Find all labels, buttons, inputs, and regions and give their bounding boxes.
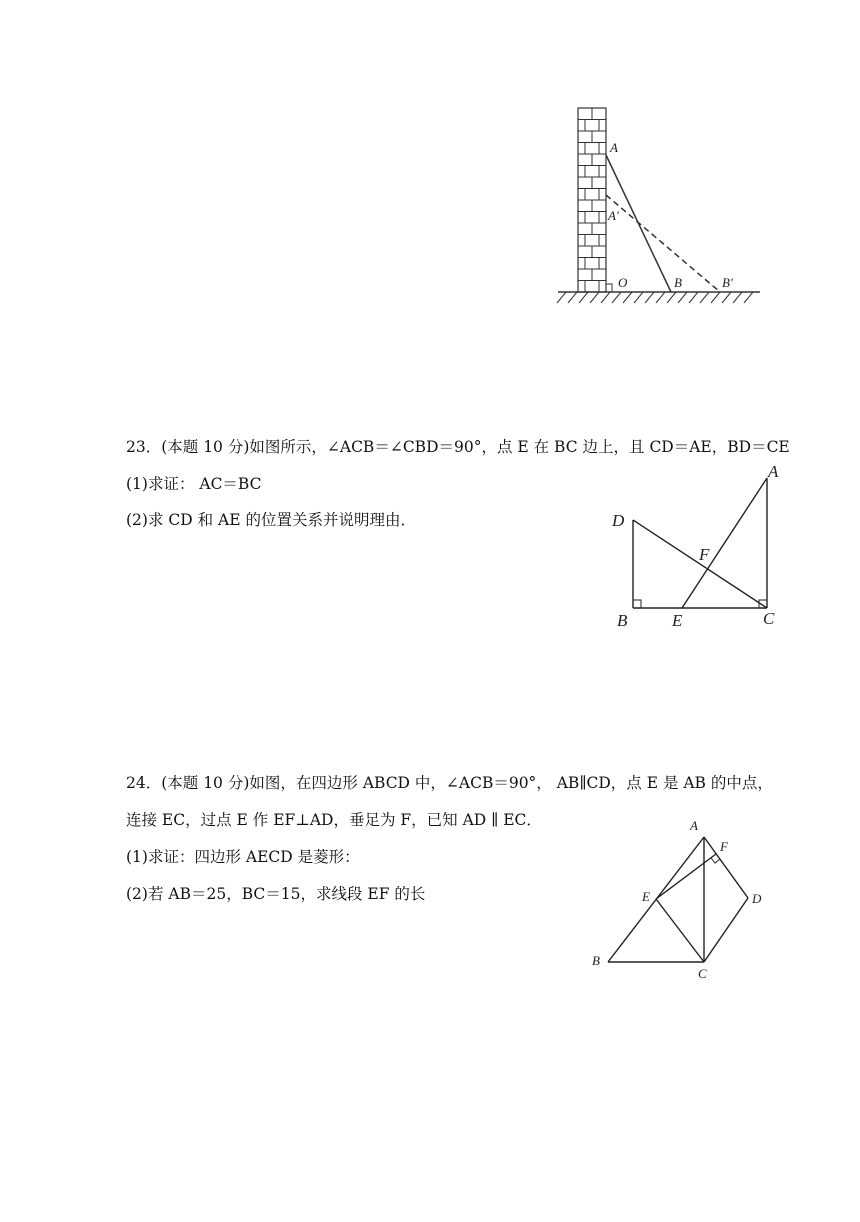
label-d: D [612,511,625,530]
segment-dc [633,520,767,608]
label-c: C [763,609,775,628]
right-angle-b [633,600,641,608]
q23-header: 23．(本题 10 分)如图所示，∠ACB＝∠CBD＝90°，点 E 在 BC 边上，且 CD＝AE，BD＝CE [126,438,790,456]
q23-part1: (1)求证： AC＝BC [126,475,262,493]
label-b: B [617,611,628,630]
label-f: F [720,839,728,854]
q24-line2: 连接 EC，过点 E 作 EF⊥AD，垂足为 F，已知 AD ∥ EC． [126,811,542,829]
label-o: O [618,275,628,290]
label-b: B [592,953,600,968]
label-e: E [642,889,650,904]
q24-header: 24．(本题 10 分)如图，在四边形 ABCD 中，∠ACB＝90°， AB∥CD，点 E 是 AB 的中点， [126,774,773,792]
q23-part2: (2)求 CD 和 AE 的位置关系并说明理由． [126,511,416,529]
label-d: D [752,891,762,906]
label-a: A [610,140,618,155]
segment-ea [682,478,767,608]
right-angle-f [711,858,720,863]
right-angle-mark [606,284,612,292]
label-c: C [698,966,707,981]
label-a: A [690,818,698,833]
segment-dc [704,898,748,962]
label-b: B [674,275,682,290]
label-b-prime: B' [722,275,733,290]
ground-hatching [557,292,753,303]
q24-part1: (1)求证：四边形 AECD 是菱形： [126,848,360,866]
label-e: E [672,611,683,630]
label-a-prime: A' [608,208,619,223]
segment-ec [656,899,704,962]
label-f: F [699,545,710,564]
q24-figure [580,810,780,985]
ladder-wall-figure [550,100,770,310]
q23-figure [600,460,800,635]
label-a: A [768,462,779,481]
q24-part2: (2)若 AB＝25，BC＝15，求线段 EF 的长 [126,885,426,903]
